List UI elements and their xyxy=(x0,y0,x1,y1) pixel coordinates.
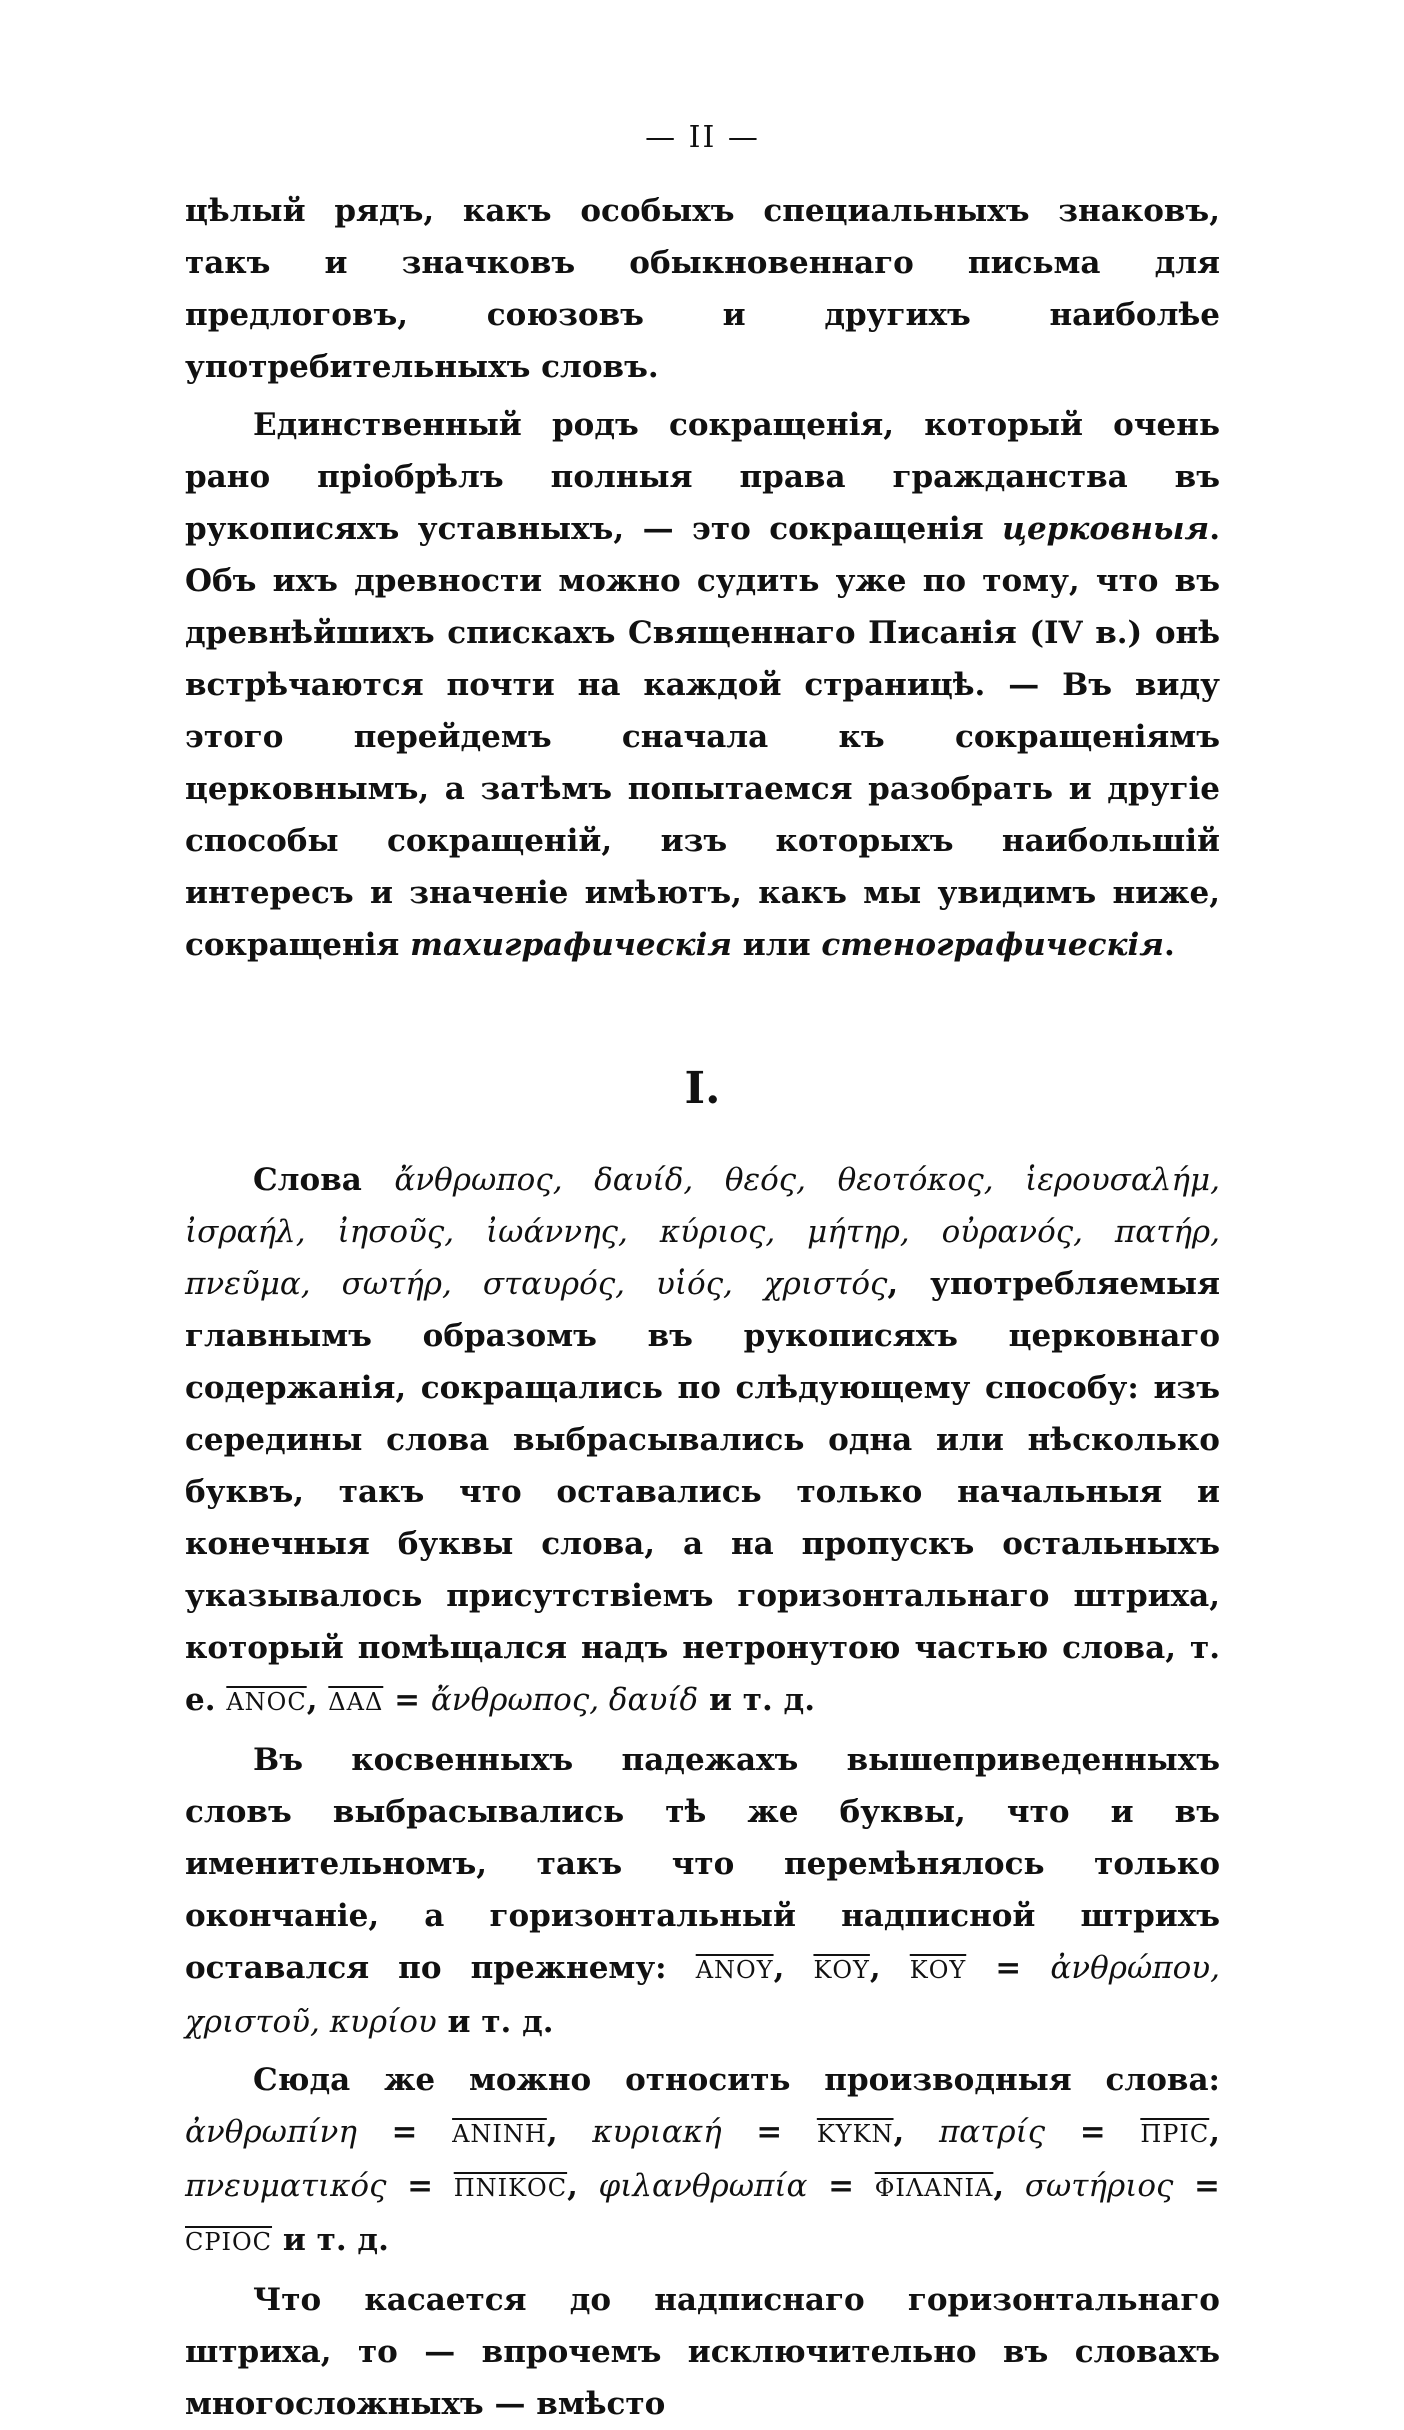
intro-p2-text-3: или xyxy=(731,927,822,963)
intro-p2-italic-3: стенографическія xyxy=(821,927,1164,963)
abbr-pric: ΠΡΙϹ xyxy=(1140,2120,1210,2148)
s1-p3-text-1: Сюда же можно относить производныя слова: xyxy=(253,2062,1220,2098)
s1-p3-eq-1: = xyxy=(356,2114,453,2150)
s1-p3-greek-4: πνευματικός xyxy=(185,2168,387,2204)
intro-paragraph-2 xyxy=(185,399,1220,971)
s1-p3-greek-1: ἀνθρωπίνη xyxy=(185,2114,357,2150)
s1-p3-eq-5: = xyxy=(807,2168,875,2204)
intro-p2-italic-1: церковныя xyxy=(1002,511,1210,547)
section-paragraph-1 xyxy=(185,1154,1220,1728)
s1-p2-sep-2: , xyxy=(869,1950,910,1986)
s1-p1-greek-words: ἄνθρωπος, δαυίδ, θεός, θεοτόκος, ἱερουσαλήμ, ἰσραήλ, ἰησοῦς, ἰωάννης, κύριος, μήτηρ, οὐρανός, πατήρ, πνεῦμα, σωτήρ, σταυρός, υἱός, χριστός xyxy=(185,1162,1220,1302)
section-heading: I. xyxy=(684,1063,721,1114)
s1-p3-greek-2: κυριακή xyxy=(592,2114,722,2150)
section-paragraph-2 xyxy=(185,1734,1220,2048)
s1-p3-sep-2: , xyxy=(893,2114,939,2150)
intro-p2-text-1: Единственный родъ сокращенія, который очень рано пріобрѣлъ полныя права гражданства въ рукописяхъ уставныхъ, — это сокращенія xyxy=(185,407,1220,547)
s1-p1-text-2: , употребляемыя главнымъ образомъ въ рукописяхъ церковнаго содержанія, сокращались по слѣдующему способу: изъ середины слова выбрасывались одна или нѣсколько буквъ, такъ что оставались только начальныя и конечныя буквы слова, а на пропускъ остальныхъ указывалось присутствіемъ горизонтальнаго штриха, который помѣщался надъ нетронутою частью слова, т. е. xyxy=(185,1266,1221,1718)
s1-p3-sep-5: , xyxy=(993,2168,1025,2204)
s1-p3-sep-4: , xyxy=(567,2168,599,2204)
page-number: — II — xyxy=(645,120,760,155)
s1-p1-greek-2: ἄνθρωπος, δαυίδ xyxy=(430,1682,699,1718)
s1-p3-eq-4: = xyxy=(386,2168,454,2204)
abbr-srios: ϹΡΙΟϹ xyxy=(185,2228,273,2256)
s1-p3-greek-6: σωτήριος xyxy=(1024,2168,1174,2204)
s1-p3-eq-3: = xyxy=(1045,2114,1141,2150)
abbr-anos: ΑΝΟϹ xyxy=(226,1688,307,1716)
s1-p3-sep-3: , xyxy=(1209,2114,1221,2150)
s1-p2-eq: = xyxy=(966,1950,1051,1986)
s1-p2-text-1: Въ косвенныхъ падежахъ вышеприведенныхъ словъ выбрасывались тѣ же буквы, что и въ именительномъ, такъ что перемѣнялось только окончаніе, а горизонтальный надписной штрихъ оставался по прежнему: xyxy=(185,1742,1220,1986)
section-paragraph-4: Что касается до надписнаго горизонтальнаго штриха, то — впрочемъ исключительно въ словахъ многосложныхъ — вмѣсто xyxy=(185,2282,1220,2422)
abbr-dad: $\overline{\Delta A\Delta}$ xyxy=(328,1688,384,1716)
intro-paragraph-1: цѣлый рядъ, какъ особыхъ специальныхъ знаковъ, такъ и значковъ обыкновеннаго письма для предлоговъ, союзовъ и другихъ наиболѣе употребительныхъ словъ. xyxy=(185,193,1220,385)
s1-p3-eq-2: = xyxy=(721,2114,817,2150)
abbr-aninh: ΑΝΙΝΗ xyxy=(452,2120,547,2148)
s1-p3-sep-1: , xyxy=(546,2114,593,2150)
abbr-kou-2: $\overline{KO\Upsilon}$ xyxy=(909,1956,967,1984)
s1-p3-end: и т. д. xyxy=(272,2222,389,2258)
section-paragraph-3 xyxy=(185,2054,1220,2268)
s1-p1-eq: = xyxy=(383,1682,431,1718)
s1-p1-sep-1: , xyxy=(306,1682,329,1718)
page xyxy=(185,120,1220,2430)
s1-p1-end: и т. д. xyxy=(698,1682,815,1718)
s1-p3-eq-6: = xyxy=(1173,2168,1221,2204)
s1-p2-sep-1: , xyxy=(773,1950,814,1986)
s1-p3-greek-3: πατρίς xyxy=(938,2114,1046,2150)
s1-p2-greek: ἀνθρώπου, χριστοῦ, κυρίου xyxy=(185,1950,1221,2040)
s1-p1-text-1: Слова xyxy=(253,1162,395,1198)
s1-p2-end: и т. д. xyxy=(436,2004,554,2040)
abbr-kykn: ΚΥΚΝ xyxy=(816,2120,894,2148)
intro-p2-text-4: . xyxy=(1163,927,1175,963)
abbr-anou: ΑΝΟΥ xyxy=(695,1956,774,1984)
intro-p2-text-2: . Объ ихъ древности можно судить уже по тому, что въ древнѣйшихъ спискахъ Священнаго Писанія (IV в.) онѣ встрѣчаются почти на каждой страницѣ. — Въ виду этого перейдемъ сначала къ сокращеніямъ церковнымъ, а затѣмъ попытаемся разобрать и другіе способы сокращеній, изъ которыхъ наибольшій интересъ и значеніе имѣютъ, какъ мы увидимъ ниже, сокращенія xyxy=(185,511,1220,963)
abbr-philania: ΦΙΛΑΝΙΑ xyxy=(874,2174,994,2202)
intro-p2-italic-2: тахиграфическія xyxy=(410,927,732,963)
abbr-pnikos: ΠΝΙΚΟϹ xyxy=(453,2174,568,2202)
s1-p3-greek-5: φιλανθρωπία xyxy=(598,2168,808,2204)
abbr-kou-1: $\overline{KO\Upsilon}$ xyxy=(813,1956,870,1984)
